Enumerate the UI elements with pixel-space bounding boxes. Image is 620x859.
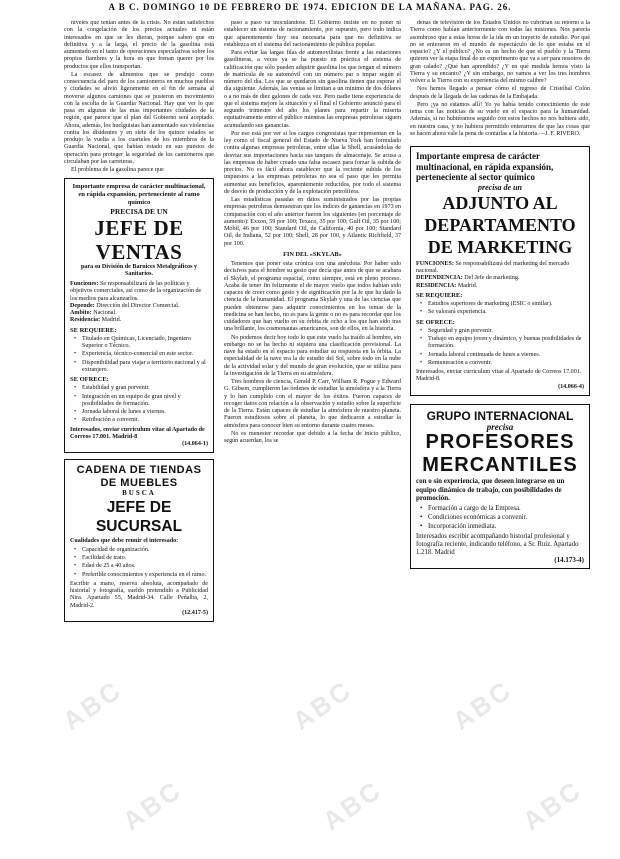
ad-text: Se responsabilizará de las políticas y objetivos comerciales, así como de la organización de los medios para alcanzarlos.: [70, 281, 202, 302]
ad-ref: (12.417-5): [182, 609, 208, 616]
ad-title-line1: PROFESORES: [425, 431, 575, 453]
ad-needs: BUSCA: [122, 489, 156, 498]
ad-line1: GRUPO INTERNACIONAL: [426, 408, 574, 423]
ad-text: Madrid.: [101, 317, 122, 324]
ad-section-label: SE REQUIERE:: [416, 291, 463, 299]
paragraph: No es menester recordar que debido a la fecha de inicio público, según acuerdan, los se: [224, 430, 401, 444]
ad-intro: Importante empresa de carácter multinacional, en rápida expansión, perteneciente al ramo químico: [72, 183, 206, 207]
list-item: • Jornada laboral de lunes a viernes.: [82, 409, 208, 416]
ad-contact: Interesados, enviar curriculum vitae al Apartado de Correos 17.001. Madrid-8: [70, 426, 205, 440]
ad-label: Funciones:: [70, 281, 99, 287]
list-item: • Estabilidad y gran porvenir.: [82, 385, 208, 392]
paragraph: Por eso está por ver si los cargos congresistas que representan en la ley como el fiscal general del Estado de Nueva York han formulado contra algunas empresas petroleras, entre ellas la Shell, acusándolas de desviar sus importaciones hacia sus tanques de almacenaje. Se acusa a las empresas de haber creado una falsa escasez para forzar la subida de precios. No es fácil ahora establecer que la reciente subida de los impuestos a las empresas petroleras no sea el paso que les permita aumentar sus beneficios, aparentemente reducidos, por todo el sistema de desvío de producción y de la explotación petrolífera.: [224, 130, 401, 195]
ad-text: Del Jefe de marketing.: [464, 275, 520, 282]
ad-intro: Cualidades que debe reunir el interesado:: [70, 537, 179, 544]
ad-line2: DE MUEBLES: [100, 477, 178, 490]
watermark-logo: ABC: [287, 674, 358, 737]
column-1: [64, 20, 214, 850]
list-item: • Jornada laboral continuada de lunes a viernes.: [428, 352, 584, 359]
job-ad-jefe-ventas: [64, 178, 214, 453]
watermark-logo: ABC: [317, 774, 388, 837]
paragraph: Nos hemos llegado a pensar cómo el regreso de Cristóbal Colón después de la llegada de las cadenas de la Embajada.: [410, 86, 590, 100]
ad-label: Depende:: [70, 302, 95, 309]
list-item: • Titulado en Químicas, Licenciado, Ingeniero Superior o Técnico.: [82, 336, 208, 351]
ad-needs: precisa: [486, 421, 514, 432]
column-2: [224, 20, 401, 850]
paragraph: Pero ¡ya no estamos allí! Yo ya había tenido conocimiento de este tema con las noticias de su vuelo en el espacio para la humanidad. Además, si no hubiéramos seguido con estos hechos no nos hubiera sido, en nuestra casa, y no hubiera permitido enterarnos de que las cosas que se hacen ahora vale la pena de contarlas a la historia.—J. F. RIVERO.: [410, 101, 590, 137]
watermark-logo: ABC: [117, 774, 188, 837]
list-item: • Formación a cargo de la Empresa.: [428, 505, 584, 513]
ad-ref: (14.173-4): [554, 555, 584, 564]
ad-contact: Interesados, enviar curriculum vitae al Apartado de Correos 17.001. Madrid-8.: [416, 369, 582, 383]
ad-ref: (14.064-1): [182, 441, 208, 447]
ad-title-line3: DE MARKETING: [427, 236, 573, 257]
list-item: • Se valorará experiencia.: [428, 309, 584, 316]
page-header: A B C. DOMINGO 10 DE FEBRERO DE 1974. EDICION DE LA MAÑANA. PAG. 26.: [108, 2, 512, 12]
list-item: • Seguridad y gran porvenir.: [428, 328, 584, 335]
paragraph: La escasez de alimentos que se produjo como consecuencia del paro de los camioneros en muchos pueblos y ciudades se alivió ligeramente en el fin de semana al moverse algunos camiones que se pusieron en movimiento con la escolta de la Guardia Nacional. Hay que ver lo que pasa en algunas de las mas importantes ciudades de la región, que parece que el plan del Gobierno será aceptado. Ahora, además, los huelguistas han aumentado sus violencias contra los disidentes y en siete de los quince estados se produjo la vuelta a los cuarteles de los miembros de la Guardia Nacional, que habían estado en sus puestos de operación para proteger la seguridad de los camioneros que circulaban por las carreteras.: [64, 71, 214, 165]
subheading: FIN DEL «SKYLAB»: [283, 250, 342, 258]
ad-needs: PRECISA DE UN: [110, 207, 168, 217]
ad-text: Madrid.: [457, 282, 478, 289]
ad-text: Nacional.: [93, 310, 117, 316]
list-item: • Trabajo en equipo joven y dinámico, y buenas posibilidades de formación.: [428, 336, 584, 351]
paragraph: Tres hombres de ciencia, Gerald P. Carr, William R. Pogue y Edward G. Gibson, cumplieron las órdenes de estudiar la atmósfera y a la Tierra y lo han cumplido con el mayor de los éxitos. Fueron capaces de recoger datos con relación a la observación y estudio sobre la superficie de la Tierra. Están capaces de estudiar la atmósfera de nuestro planeta. Fueron estudiosos sobre el planeta, lo que dedicaron a estudiar la atmósfera para conocer bien su entorno durante cuatro meses.: [224, 379, 401, 429]
ad-label: DEPENDENCIA:: [416, 275, 463, 282]
ad-label: FUNCIONES:: [416, 260, 454, 267]
ad-title-line2: DEPARTAMENTO: [424, 214, 576, 235]
watermark-logo: ABC: [57, 674, 128, 737]
ad-sub: para su División de Barnices Metalgráficos y Sanitarios.: [80, 263, 198, 277]
list-item: • Integración en un equipo de gran nivel y posibilidades de formación.: [82, 394, 208, 409]
ad-title: JEFE DE SUCURSAL: [95, 498, 183, 535]
ad-text: Dirección del Director Comercial.: [96, 302, 180, 309]
ad-title-line2: MERCANTILES: [422, 454, 578, 476]
list-item: • Capacidad de organización.: [82, 547, 208, 554]
job-ad-jefe-sucursal: [64, 459, 214, 622]
ad-contact: Escribir a mano, reserva absoluta, acompañado de historial y fotografía, sueldo pretendido a Publicidad Nira. Apartado 55, Madrid-34. Calle Peñalba, 2, Madrid-2.: [70, 580, 208, 609]
ad-body: con o sin experiencia, que deseen integrarse en un equipo dinámico de trabajo, con posibilidades de promoción.: [416, 477, 565, 502]
job-ad-profesores: [410, 404, 590, 569]
watermark-logo: ABC: [447, 674, 518, 737]
paragraph: denas de televisión de los Estados Unidos no cubrirían su retorno a la Tierra como habían anteriormente con todas las misiones. Nos parecía asombroso que a estas horas de la ida en un trayecto de estudio. Por qué no se enteraron en el mundo de espectáculo de lo que estaba en el espacio? ¿Y el público? ¿No es un hecho de que el pueblo y la Tierra quieren ver la etapa final de un experimento que va a ser para nosotros de gran calado? ¿Qué han aprendido? ¿Y en qué medida hemos visto la Tierra y su encanto? ¿Y sin embargo, no vamos a ver los tres hombres volver a la Tierra con su experiencia del mismo calibre?: [410, 20, 590, 84]
job-ad-marketing: [410, 146, 590, 396]
list-item: • Experiencia, técnico-comercial en este sector.: [82, 351, 208, 358]
column-3: [410, 20, 590, 850]
ad-title: JEFE DE VENTAS: [94, 215, 184, 264]
watermark-logo: ABC: [517, 774, 588, 837]
ad-needs: precisa de un: [478, 182, 522, 192]
list-item: • Retribución a convenir.: [82, 417, 208, 424]
ad-section-label: SE OFRECE:: [416, 318, 455, 326]
ad-label: RESIDENCIA:: [416, 282, 457, 289]
list-item: • Remuneración a convenir.: [428, 360, 584, 367]
list-item: • Incorporación inmediata.: [428, 523, 584, 531]
paragraph: Tenemos que poner esta crónica con una anécdota. Por haber sido decisivos para el hombre su gesto que decía que antes de que se acabara el Skylab, el programa espacial, como siempre, está en pleno proceso. Acaba de tener fin felizmente el de mayor vuelo que todos habían sido capaces de creer como gesto y de significación por la fe que ha dado la ciencia de la humanidad. El programa Skylab y una de las ciencias que pueden obtenerse para adquirir conocimientos en los temas de la medicina se han hecho, no es para la gente o no es para recordar que los cuidadores que han vuelto en su órbita de ocho a los que han sido tras una brillante, los cosmonautas americanos, son de ellos, en la historia.: [224, 261, 401, 333]
paragraph: No podemos decir hoy todo lo que este vuelo ha traído al hombre, sin embargo no se ha hecho ni siquiera una clasificación provisional. La nave ha estado en el espacio para estudiar su respuesta en la órbita. La especialidad de la nave era la de estudio del Sol, sobre todo en la nube de la actividad solar y del mundo de gran evolución, que se utiliza para la investigación de la Tierra en su atmósfera.: [224, 334, 401, 377]
ad-label: Residencia:: [70, 317, 101, 324]
ad-line1: CADENA DE TIENDAS: [76, 464, 202, 477]
ad-section-label: SE OFRECE:: [70, 376, 109, 383]
ad-contact: Interesados escribir acompañando historial profesional y fotografía reciente, indicando teléfono, a Sr. Ruiz. Apartado 1.218. Madrid: [416, 532, 579, 556]
paragraph: niveles que tenían antes de la crisis. No están satisfechos con la congelación de los precios actuales ni están interesados en que se les dieran, porque saben que en definitiva y a la larga, el precio de la gasolina está aumentado en el tanto de operaciones especulativas sobre los propios fiambres y la hora en que frenan querer por los productos que ellos transportan.: [64, 20, 214, 70]
list-item: • Facilidad de trato.: [82, 555, 208, 562]
list-item: • Estudios superiores de marketing (ESIC o similar).: [428, 301, 584, 308]
ad-text: Se responsabilizará del marketing del mercado nacional.: [416, 260, 570, 274]
paragraph: El problema de la gasolina parece que: [71, 167, 164, 173]
paragraph: Las estadísticas pasadas en datos suministrados por las propias empresas petroleras demuestran que los índices de ganancias en 1973 en comparación con el año anterior fueron los siguientes (en porcentaje de aumento): Exxon, 59 por 100; Texaco, 35 por 100; Gulf Oil, 35 por 100; Mobil, 46 por 100; Standard Oil, de California, 40 por 100; Standard Oil, de Indiana, 52 por 100; Shell, 28 por 100, y Atlantic Richfield, 37 por 100.: [224, 197, 401, 247]
ad-ref: (14.066-4): [558, 383, 584, 390]
paragraph: paso a paso va inoculándose. El Gobierno insiste en no poner ni establecer un sistema de racionamiento, por supuesto, pero todo indica que aparentemente hoy sea necesaria para que no definitiva se establezca en el sistema del racionamiento de pública popular.: [224, 20, 401, 48]
list-item: • Disponibilidad para viajar a territorio nacional y al extranjero.: [82, 360, 208, 375]
ad-intro: Importante empresa de carácter multinacional, en rápida expansión, perteneciente al sector químico: [416, 151, 554, 182]
ad-label: Ambito:: [70, 310, 92, 316]
list-item: • Condiciones económicas a convenir.: [428, 514, 584, 522]
list-item: • Preferible conocimientos y experiencia en el ramo.: [82, 572, 208, 579]
ad-title-line1: ADJUNTO AL: [442, 192, 558, 213]
paragraph: Para evitar las largas filas de automovilistas frente a las estaciones gasolineras, a veces ya se ha puesto en práctica el sistema de calificación que sólo pueden adquirir gasolina los que tengan el número de matrícula de su automóvil con un número par o impar según el número del día. Los que se quedaron sin gasolina tienen que esperar el día siguiente. Además, las ventas se limitan a un mínimo de dos dólares o a no más de diez galones de cada vez. Pero nadie tiene experiencia de que el sistema mejore la situación y el final el Gobierno anunció para el segundo trimestre del año los planes para repartir la miseria equitativamente entre el público mientras las empresas petroleras siguen acumulando sus ganancias.: [224, 50, 401, 129]
ad-section-label: SE REQUIERE:: [70, 326, 117, 334]
list-item: • Edad de 25 a 40 años.: [82, 563, 208, 570]
